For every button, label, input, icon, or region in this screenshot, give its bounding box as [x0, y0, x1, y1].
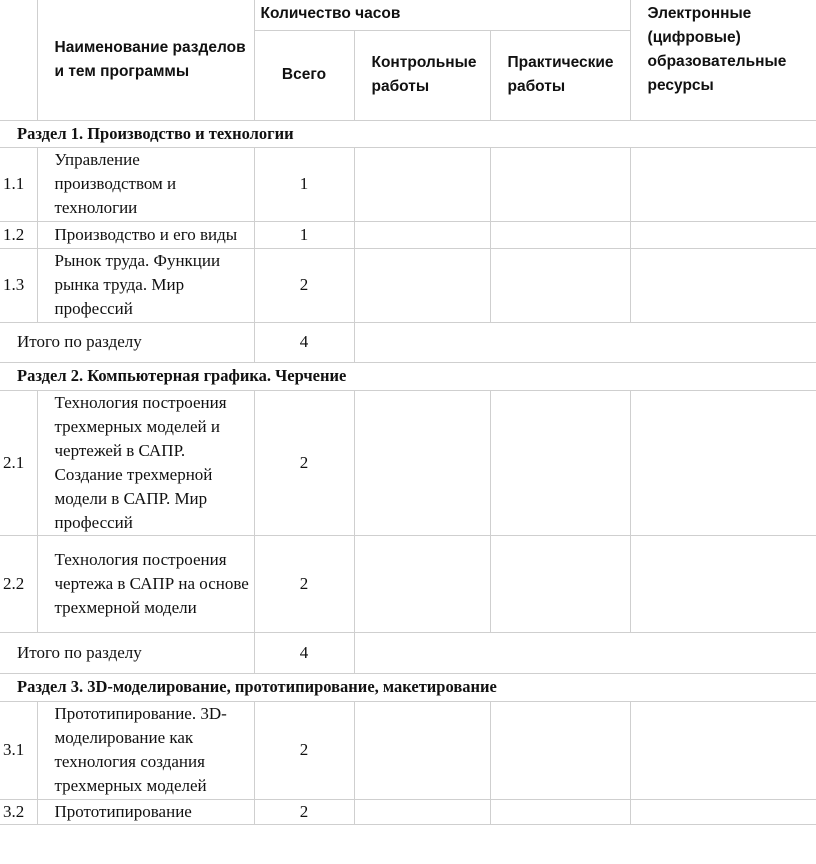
section-row — [0, 673, 816, 701]
section-title: Раздел 2. Компьютерная графика. Черчение — [0, 362, 816, 390]
header-name: Наименование разделов и тем программы — [37, 0, 254, 120]
topic-name: Прототипирование. 3D-моделирование как технология создания трехмерных моделей — [37, 701, 254, 799]
table-row — [0, 799, 816, 824]
resources-cell — [630, 390, 816, 535]
table-row — [0, 535, 816, 632]
resources-cell — [630, 799, 816, 824]
section-total-hours: 4 — [254, 632, 354, 673]
section-total-hours: 4 — [254, 322, 354, 362]
hours-total: 2 — [254, 701, 354, 799]
total-empty-cell — [354, 632, 816, 673]
header-hours: Количество часов — [254, 0, 630, 30]
resources-cell — [630, 701, 816, 799]
control-cell — [354, 147, 490, 221]
resources-cell — [630, 221, 816, 248]
row-number: 1.1 — [0, 147, 37, 221]
total-row — [0, 632, 816, 673]
topic-name: Технология построения чертежа в САПР на основе трехмерной модели — [37, 535, 254, 632]
practical-cell — [490, 535, 630, 632]
hours-total: 1 — [254, 147, 354, 221]
practical-cell — [490, 701, 630, 799]
hours-total: 2 — [254, 390, 354, 535]
resources-cell — [630, 147, 816, 221]
section-row — [0, 362, 816, 390]
header-total: Всего — [254, 30, 354, 120]
section-total-label: Итого по разделу — [0, 322, 254, 362]
section-row — [0, 120, 816, 147]
control-cell — [354, 390, 490, 535]
table-row — [0, 147, 816, 221]
header-empty-cell — [0, 0, 37, 120]
topic-name: Управление производством и технологии — [37, 147, 254, 221]
control-cell — [354, 799, 490, 824]
table-row — [0, 221, 816, 248]
hours-total: 1 — [254, 221, 354, 248]
topic-name: Рынок труда. Функции рынка труда. Мир профессий — [37, 248, 254, 322]
hours-total: 2 — [254, 248, 354, 322]
resources-cell — [630, 535, 816, 632]
row-number: 2.1 — [0, 390, 37, 535]
section-title: Раздел 3. 3D-моделирование, прототипирование, макетирование — [0, 673, 816, 701]
row-number: 1.3 — [0, 248, 37, 322]
section-total-label: Итого по разделу — [0, 632, 254, 673]
practical-cell — [490, 221, 630, 248]
topic-name: Производство и его виды — [37, 221, 254, 248]
header-control: Контрольные работы — [354, 30, 490, 120]
resources-cell — [630, 248, 816, 322]
practical-cell — [490, 799, 630, 824]
row-number: 3.2 — [0, 799, 37, 824]
control-cell — [354, 535, 490, 632]
topic-name: Прототипирование — [37, 799, 254, 824]
section-title: Раздел 1. Производство и технологии — [0, 120, 816, 147]
row-number: 2.2 — [0, 535, 37, 632]
control-cell — [354, 221, 490, 248]
control-cell — [354, 248, 490, 322]
practical-cell — [490, 248, 630, 322]
control-cell — [354, 701, 490, 799]
practical-cell — [490, 390, 630, 535]
hours-total: 2 — [254, 535, 354, 632]
header-practical: Практические работы — [490, 30, 630, 120]
row-number: 1.2 — [0, 221, 37, 248]
topic-name: Технология построения трехмерных моделей и чертежей в САПР. Создание трехмерной модели в САПР. Мир профессий — [37, 390, 254, 535]
header-row-1 — [0, 0, 816, 30]
row-number: 3.1 — [0, 701, 37, 799]
hours-total: 2 — [254, 799, 354, 824]
total-empty-cell — [354, 322, 816, 362]
table-row — [0, 248, 816, 322]
total-row — [0, 322, 816, 362]
practical-cell — [490, 147, 630, 221]
table-row — [0, 701, 816, 799]
header-resources: Электронные (цифровые) образовательные ресурсы — [630, 0, 816, 120]
table-row — [0, 390, 816, 535]
